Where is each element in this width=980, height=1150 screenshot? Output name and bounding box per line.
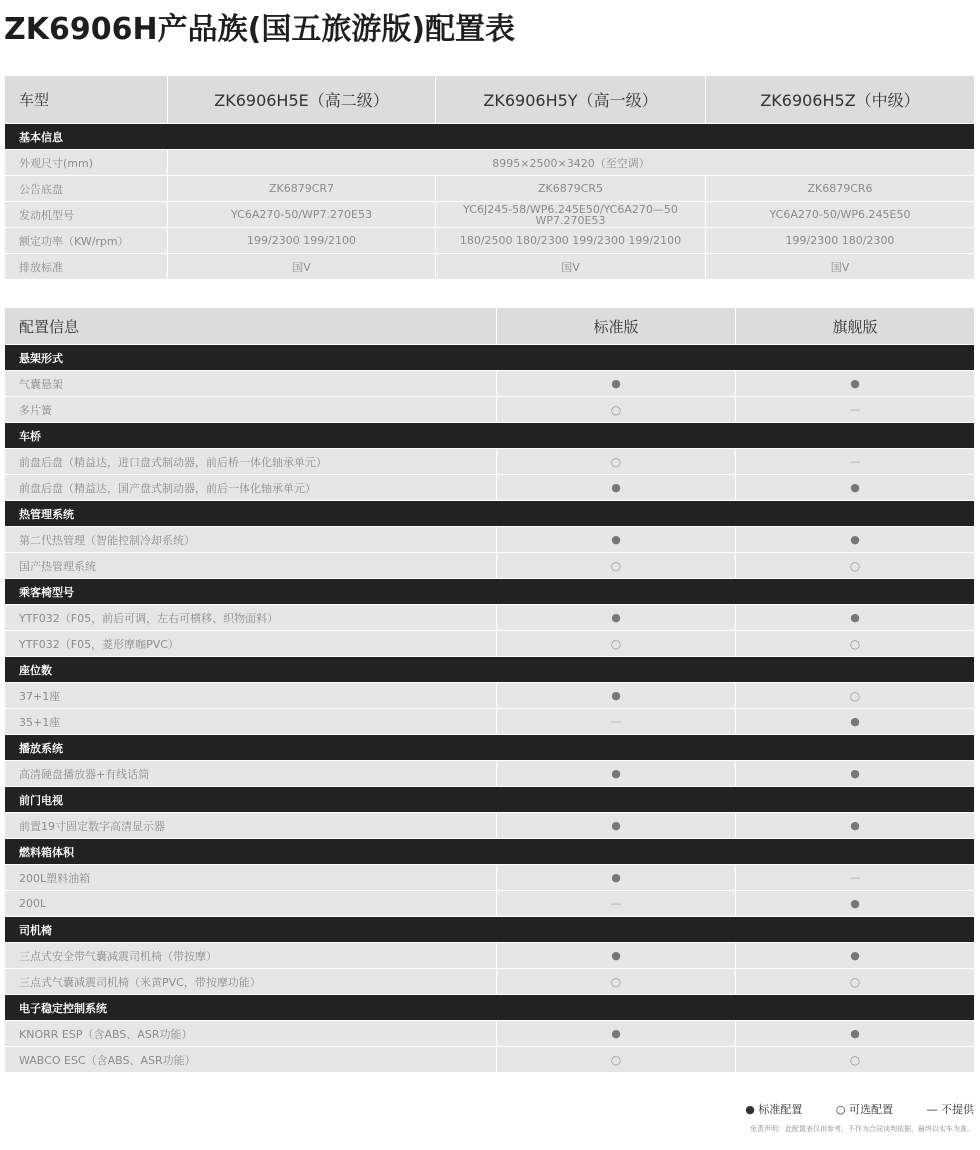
section-row: [5, 501, 975, 527]
basic-row: [5, 176, 975, 202]
config-row: [5, 813, 975, 839]
section-row: [5, 995, 975, 1021]
model-label-header: 车型: [5, 76, 168, 124]
section-row: [5, 839, 975, 865]
version-header: 旗舰版: [736, 308, 975, 345]
config-label-header: 配置信息: [5, 308, 497, 345]
version-header: 标准版: [497, 308, 736, 345]
flagship-mark: ○: [736, 683, 975, 709]
basic-info-table: [4, 75, 975, 280]
standard-mark: ●: [497, 683, 736, 709]
section-title: 电子稳定控制系统: [5, 995, 975, 1021]
standard-mark: —: [497, 709, 736, 735]
flagship-mark: ○: [736, 631, 975, 657]
item-label: YTF032（F05，前后可调，左右可横移、织物面料）: [5, 605, 497, 631]
section-row: [5, 579, 975, 605]
basic-row: [5, 254, 975, 280]
row-label: 排放标准: [5, 254, 168, 280]
item-label: 气囊悬架: [5, 371, 497, 397]
row-value: 180/2500 180/2300 199/2300 199/2100: [436, 228, 706, 254]
section-title: 座位数: [5, 657, 975, 683]
section-title: 悬架形式: [5, 345, 975, 371]
config-row: [5, 943, 975, 969]
flagship-mark: ●: [736, 475, 975, 501]
item-label: KNORR ESP（含ABS、ASR功能）: [5, 1021, 497, 1047]
section-title: 车桥: [5, 423, 975, 449]
standard-mark: ○: [497, 631, 736, 657]
section-row: [5, 423, 975, 449]
basic-row: [5, 228, 975, 254]
disclaimer: 免责声明：此配置表仅供参考，不作为合同谈判依据，最终以实车为准。: [750, 1125, 974, 1133]
config-row: [5, 553, 975, 579]
config-row: [5, 475, 975, 501]
standard-mark: ○: [497, 397, 736, 423]
standard-mark: ○: [497, 969, 736, 995]
item-label: 37+1座: [5, 683, 497, 709]
row-label: 发动机型号: [5, 202, 168, 228]
config-row: [5, 683, 975, 709]
config-row: [5, 1047, 975, 1073]
section-title: 前门电视: [5, 787, 975, 813]
flagship-mark: ●: [736, 761, 975, 787]
page-title: ZK6906H产品族(国五旅游版)配置表: [4, 12, 516, 47]
config-table: [4, 307, 975, 1073]
row-label: 公告底盘: [5, 176, 168, 202]
row-value: YC6J245-58/WP6.245E50/YC6A270—50 WP7.270E53: [436, 202, 706, 228]
item-label: 国产热管理系统: [5, 553, 497, 579]
item-label: 前置19寸固定数字高清显示器: [5, 813, 497, 839]
section-title: 播放系统: [5, 735, 975, 761]
item-label: 第二代热管理（智能控制冷却系统）: [5, 527, 497, 553]
item-label: 三点式气囊减震司机椅（米黄PVC，带按摩功能）: [5, 969, 497, 995]
config-row: [5, 449, 975, 475]
config-row: [5, 527, 975, 553]
flagship-mark: ●: [736, 813, 975, 839]
flagship-mark: ●: [736, 371, 975, 397]
row-value: 国Ⅴ: [168, 254, 436, 280]
section-title: 基本信息: [5, 124, 975, 150]
model-header: ZK6906H5Y（高一级）: [436, 76, 706, 124]
standard-mark: ○: [497, 553, 736, 579]
row-value: ZK6879CR6: [706, 176, 975, 202]
flagship-mark: —: [736, 397, 975, 423]
section-row: [5, 657, 975, 683]
item-label: 前盘后盘（精益达，进口盘式制动器，前后桥一体化轴承单元）: [5, 449, 497, 475]
section-row: [5, 124, 975, 150]
flagship-mark: ●: [736, 605, 975, 631]
flagship-mark: ●: [736, 527, 975, 553]
config-row: [5, 371, 975, 397]
item-label: 高清硬盘播放器+有线话筒: [5, 761, 497, 787]
row-value: YC6A270-50/WP6.245E50: [706, 202, 975, 228]
config-row: [5, 891, 975, 917]
row-value: 199/2300 199/2100: [168, 228, 436, 254]
row-value: 国Ⅴ: [706, 254, 975, 280]
standard-mark: ●: [497, 527, 736, 553]
row-label: 外观尺寸(mm): [5, 150, 168, 176]
basic-row: [5, 150, 975, 176]
flagship-mark: ○: [736, 553, 975, 579]
row-value: ZK6879CR5: [436, 176, 706, 202]
row-value: 199/2300 180/2300: [706, 228, 975, 254]
config-row: [5, 631, 975, 657]
flagship-mark: ○: [736, 969, 975, 995]
flagship-mark: ●: [736, 1021, 975, 1047]
section-row: [5, 787, 975, 813]
item-label: 前盘后盘（精益达，国产盘式制动器，前后一体化轴承单元）: [5, 475, 497, 501]
item-label: 多片簧: [5, 397, 497, 423]
section-title: 热管理系统: [5, 501, 975, 527]
row-value: YC6A270-50/WP7.270E53: [168, 202, 436, 228]
basic-header-row: [5, 76, 975, 124]
legend: [745, 1101, 974, 1117]
section-row: [5, 345, 975, 371]
row-value: 8995×2500×3420（至空调）: [168, 150, 975, 176]
config-header-row: [5, 308, 975, 345]
legend-optional: ○ 可选配置: [835, 1103, 893, 1116]
legend-standard: ● 标准配置: [745, 1103, 803, 1116]
config-row: [5, 709, 975, 735]
config-row: [5, 761, 975, 787]
flagship-mark: ●: [736, 891, 975, 917]
standard-mark: ●: [497, 475, 736, 501]
section-row: [5, 917, 975, 943]
flagship-mark: —: [736, 449, 975, 475]
flagship-mark: ○: [736, 1047, 975, 1073]
standard-mark: ●: [497, 865, 736, 891]
standard-mark: ●: [497, 943, 736, 969]
item-label: 200L塑料油箱: [5, 865, 497, 891]
item-label: 35+1座: [5, 709, 497, 735]
standard-mark: ●: [497, 761, 736, 787]
row-label: 额定功率（KW/rpm）: [5, 228, 168, 254]
flagship-mark: —: [736, 865, 975, 891]
basic-row: [5, 202, 975, 228]
item-label: WABCO ESC（含ABS、ASR功能）: [5, 1047, 497, 1073]
item-label: 三点式安全带气囊减震司机椅（带按摩）: [5, 943, 497, 969]
section-row: [5, 735, 975, 761]
standard-mark: ○: [497, 449, 736, 475]
row-value: 国Ⅴ: [436, 254, 706, 280]
config-row: [5, 865, 975, 891]
section-title: 司机椅: [5, 917, 975, 943]
standard-mark: —: [497, 891, 736, 917]
item-label: 200L: [5, 891, 497, 917]
flagship-mark: ●: [736, 709, 975, 735]
config-row: [5, 605, 975, 631]
standard-mark: ●: [497, 605, 736, 631]
standard-mark: ●: [497, 813, 736, 839]
legend-none: — 不提供: [926, 1103, 974, 1116]
model-header: ZK6906H5E（高二级）: [168, 76, 436, 124]
model-header: ZK6906H5Z（中级）: [706, 76, 975, 124]
config-row: [5, 397, 975, 423]
section-title: 燃料箱体积: [5, 839, 975, 865]
standard-mark: ○: [497, 1047, 736, 1073]
item-label: YTF032（F05，菱形摩咖PVC）: [5, 631, 497, 657]
config-row: [5, 969, 975, 995]
row-value: ZK6879CR7: [168, 176, 436, 202]
standard-mark: ●: [497, 1021, 736, 1047]
config-row: [5, 1021, 975, 1047]
section-title: 乘客椅型号: [5, 579, 975, 605]
flagship-mark: ●: [736, 943, 975, 969]
standard-mark: ●: [497, 371, 736, 397]
